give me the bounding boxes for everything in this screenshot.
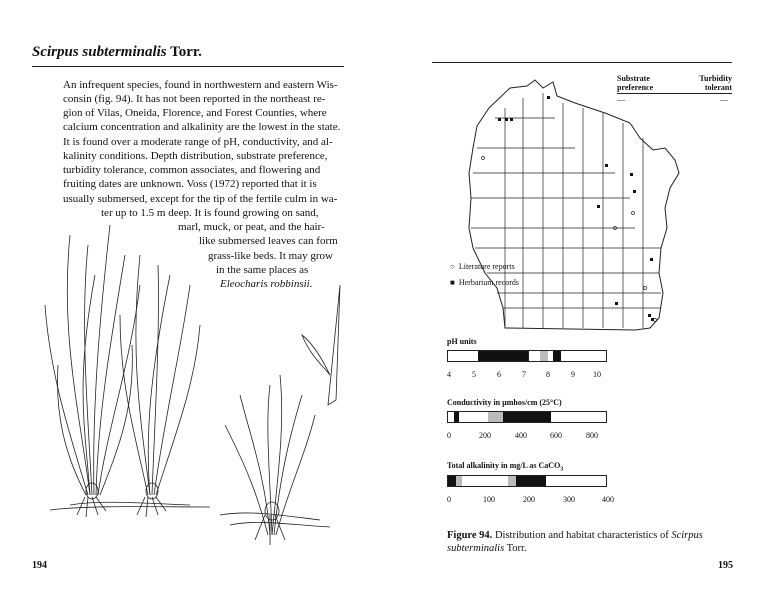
species-name: Scirpus subterminalis (32, 44, 167, 60)
page-number-left: 194 (32, 560, 47, 571)
turbidity-value: — (720, 95, 728, 104)
text-line: in the same places as (216, 264, 309, 276)
alkalinity-segment-black (448, 476, 456, 486)
text-line: turbidity tolerance, common associates, and flowering and (63, 164, 321, 176)
ph-title: pH units (447, 337, 477, 346)
legend-literature-label: Literature reports (458, 262, 515, 271)
text-line: consin (fig. 94). It has not been reported in the northeast re- (63, 93, 326, 105)
alkalinity-bar (447, 475, 607, 487)
conductivity-segment-black2 (503, 412, 551, 422)
ph-tick: 8 (546, 370, 550, 379)
ph-tick: 5 (472, 370, 476, 379)
alkalinity-tick: 400 (602, 495, 614, 504)
ph-segment-black2 (553, 351, 561, 361)
ph-segment-gray (540, 351, 548, 361)
alkalinity-segment-gray (456, 476, 462, 486)
ph-segment-black (478, 351, 528, 361)
ph-tick: 7 (522, 370, 526, 379)
conductivity-tick: 200 (479, 431, 491, 440)
alkalinity-title-subscript: 3 (560, 466, 564, 473)
substrate-header: Substrate preference (617, 74, 654, 92)
text-line: Eleocharis robbinsii. (220, 278, 313, 290)
text-line: An infrequent species, found in northwestern and eastern Wis- (63, 79, 338, 91)
conductivity-tick: 400 (515, 431, 527, 440)
alkalinity-segment-gray2 (508, 476, 516, 486)
plant-illustration (40, 215, 370, 560)
figure-label: Figure 94. (447, 530, 493, 541)
caption-end: Torr. (504, 543, 527, 554)
ph-bar (447, 350, 607, 362)
alkalinity-tick: 200 (523, 495, 535, 504)
ph-tick: 9 (571, 370, 575, 379)
text-line: like submersed leaves can form (199, 235, 338, 247)
alkalinity-tick: 0 (447, 495, 451, 504)
ph-tick: 10 (593, 370, 601, 379)
text-line: fruiting dates are unknown. Voss (1972) reported that it is (63, 178, 317, 190)
top-rule (432, 62, 732, 63)
alkalinity-tick: 100 (483, 495, 495, 504)
legend-herbarium (450, 278, 519, 287)
alkalinity-segment-black2 (516, 476, 546, 486)
substrate-value: — (617, 95, 625, 104)
alkalinity-tick: 300 (563, 495, 575, 504)
ph-segment (528, 351, 533, 361)
conductivity-tick: 600 (550, 431, 562, 440)
legend-herbarium-label: Herbarium records (458, 278, 520, 287)
alkalinity-title (447, 461, 563, 473)
conductivity-tick: 800 (586, 431, 598, 440)
legend-literature (450, 262, 515, 271)
ph-tick: 6 (497, 370, 501, 379)
page-number-right: 195 (718, 560, 733, 571)
text-line: calcium concentration and alkalinity are the lowest in the state. (63, 121, 341, 133)
figure-caption (447, 529, 732, 555)
alkalinity-title-text: Total alkalinity in mg/L as CaCO (447, 461, 561, 470)
conductivity-segment-black (454, 412, 459, 422)
circle-marker-icon: ○ (450, 262, 455, 271)
text-line: usually submersed, except for the tip of the fertile culm in wa- (63, 193, 338, 205)
text-line: grass-like beds. It may grow (208, 250, 333, 262)
text-line: kalinity conditions. Depth distribution, substrate preference, (63, 150, 328, 162)
species-title (32, 44, 202, 61)
title-rule (32, 66, 344, 67)
wisconsin-distribution-map (465, 78, 695, 334)
conductivity-title: Conductivity in µmhos/cm (25°C) (447, 398, 562, 407)
conductivity-bar (447, 411, 607, 423)
conductivity-tick: 0 (447, 431, 451, 440)
caption-text: Distribution and habitat characteristics of (492, 530, 672, 541)
conductivity-segment-gray (488, 412, 503, 422)
text-line: It is found over a moderate range of pH, conductivity, and al- (63, 136, 333, 148)
turbidity-header: Turbidity tolerant (699, 74, 732, 92)
text-line: marl, muck, or peat, and the hair- (178, 221, 325, 233)
square-marker-icon: ■ (450, 278, 455, 287)
text-line: ter up to 1.5 m deep. It is found growing on sand, (101, 207, 319, 219)
text-line: gion of Vilas, Oneida, Florence, and Forest Counties, where (63, 107, 327, 119)
caption-species: Scirpus subterminalis (447, 530, 703, 554)
species-author: Torr. (166, 44, 202, 60)
ph-tick: 4 (447, 370, 451, 379)
